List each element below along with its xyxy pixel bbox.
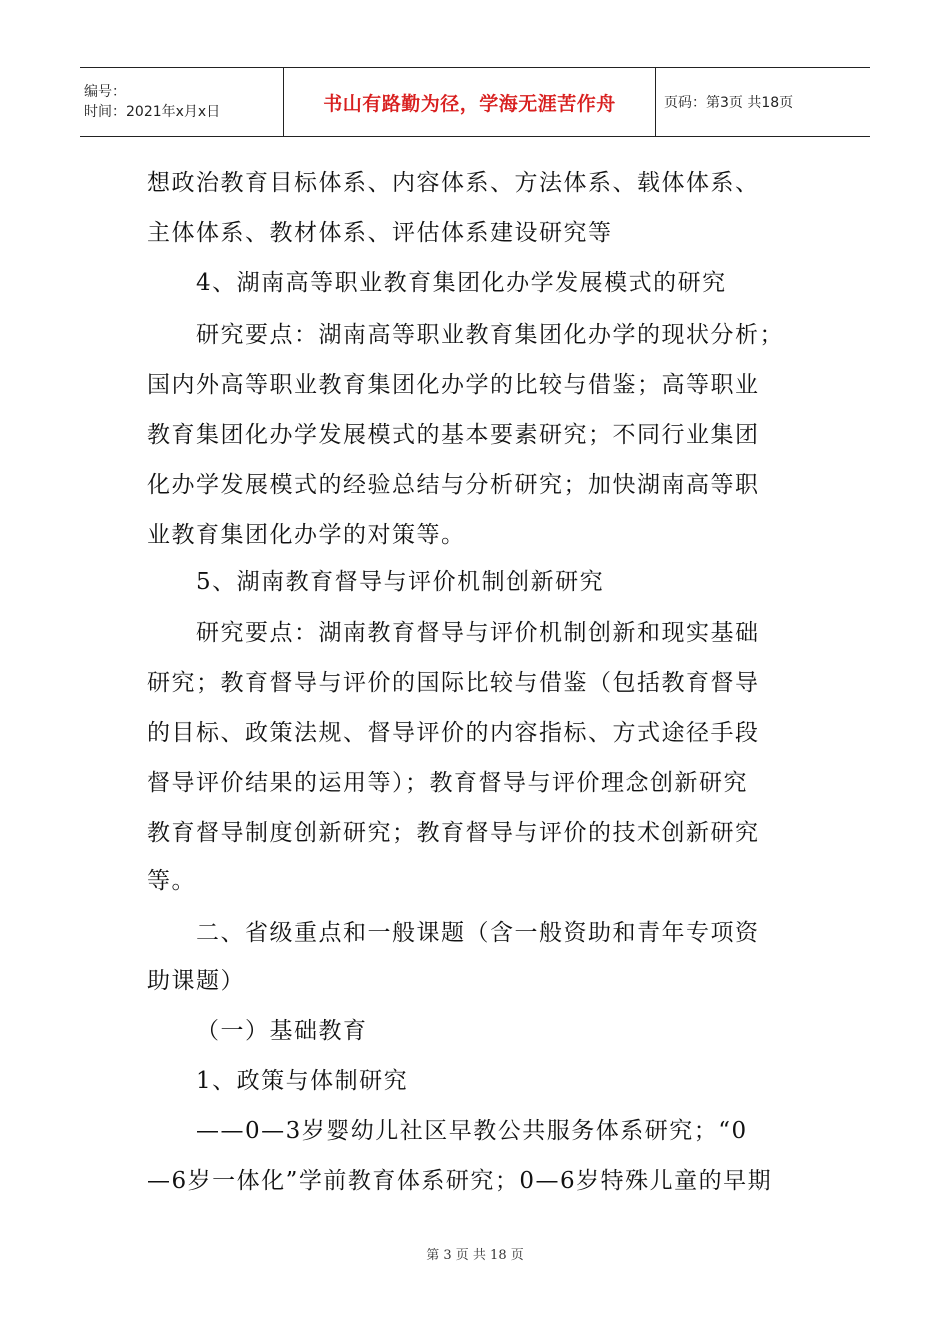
header-motto-cell	[283, 68, 656, 136]
paragraph-line: 助课题）	[147, 968, 245, 994]
paragraph-line: 等。	[147, 868, 196, 894]
header-page-info: 页码：第3页 共18页	[664, 95, 794, 111]
paragraph-line: 化办学发展模式的经验总结与分析研究；加快湖南高等职	[147, 472, 760, 498]
paragraph-line: 督导评价结果的运用等）；教育督导与评价理念创新研究	[147, 770, 748, 796]
paragraph-line: —6岁一体化”学前教育体系研究；0—6岁特殊儿童的早期	[147, 1168, 773, 1194]
paragraph-line: ——0—3岁婴幼儿社区早教公共服务体系研究；“0	[196, 1118, 748, 1144]
paragraph-line: 的目标、政策法规、督导评价的内容指标、方式途径手段	[147, 720, 760, 746]
page-header	[80, 67, 870, 137]
paragraph-line: 研究要点：湖南教育督导与评价机制创新和现实基础	[196, 620, 760, 646]
section-heading: 二、省级重点和一般课题（含一般资助和青年专项资	[196, 920, 760, 946]
section-heading: 5、湖南教育督导与评价机制创新研究	[196, 569, 605, 595]
section-heading: 4、湖南高等职业教育集团化办学发展模式的研究	[196, 270, 727, 296]
header-motto: 书山有路勤为径，学海无涯苦作舟	[323, 92, 616, 115]
header-page-info-cell	[656, 68, 870, 136]
paragraph-line: 想政治教育目标体系、内容体系、方法体系、载体体系、	[147, 170, 760, 196]
page-footer: 第 3 页 共 18 页	[426, 1248, 524, 1263]
paragraph-line: 主体体系、教材体系、评估体系建设研究等	[147, 220, 613, 246]
paragraph-line: 业教育集团化办学的对策等。	[147, 522, 466, 548]
subsection-heading: （一）基础教育	[196, 1018, 368, 1044]
document-number-label: 编号：	[84, 84, 126, 100]
header-meta	[80, 68, 283, 136]
document-date: 时间：2021年x月x日	[84, 104, 221, 120]
paragraph-line: 研究要点：湖南高等职业教育集团化办学的现状分析；	[196, 322, 784, 348]
paragraph-line: 教育督导制度创新研究；教育督导与评价的技术创新研究	[147, 820, 760, 846]
paragraph-line: 研究；教育督导与评价的国际比较与借鉴（包括教育督导	[147, 670, 760, 696]
paragraph-line: 教育集团化办学发展模式的基本要素研究；不同行业集团	[147, 422, 760, 448]
subsection-heading: 1、政策与体制研究	[196, 1068, 409, 1094]
paragraph-line: 国内外高等职业教育集团化办学的比较与借鉴；高等职业	[147, 372, 760, 398]
